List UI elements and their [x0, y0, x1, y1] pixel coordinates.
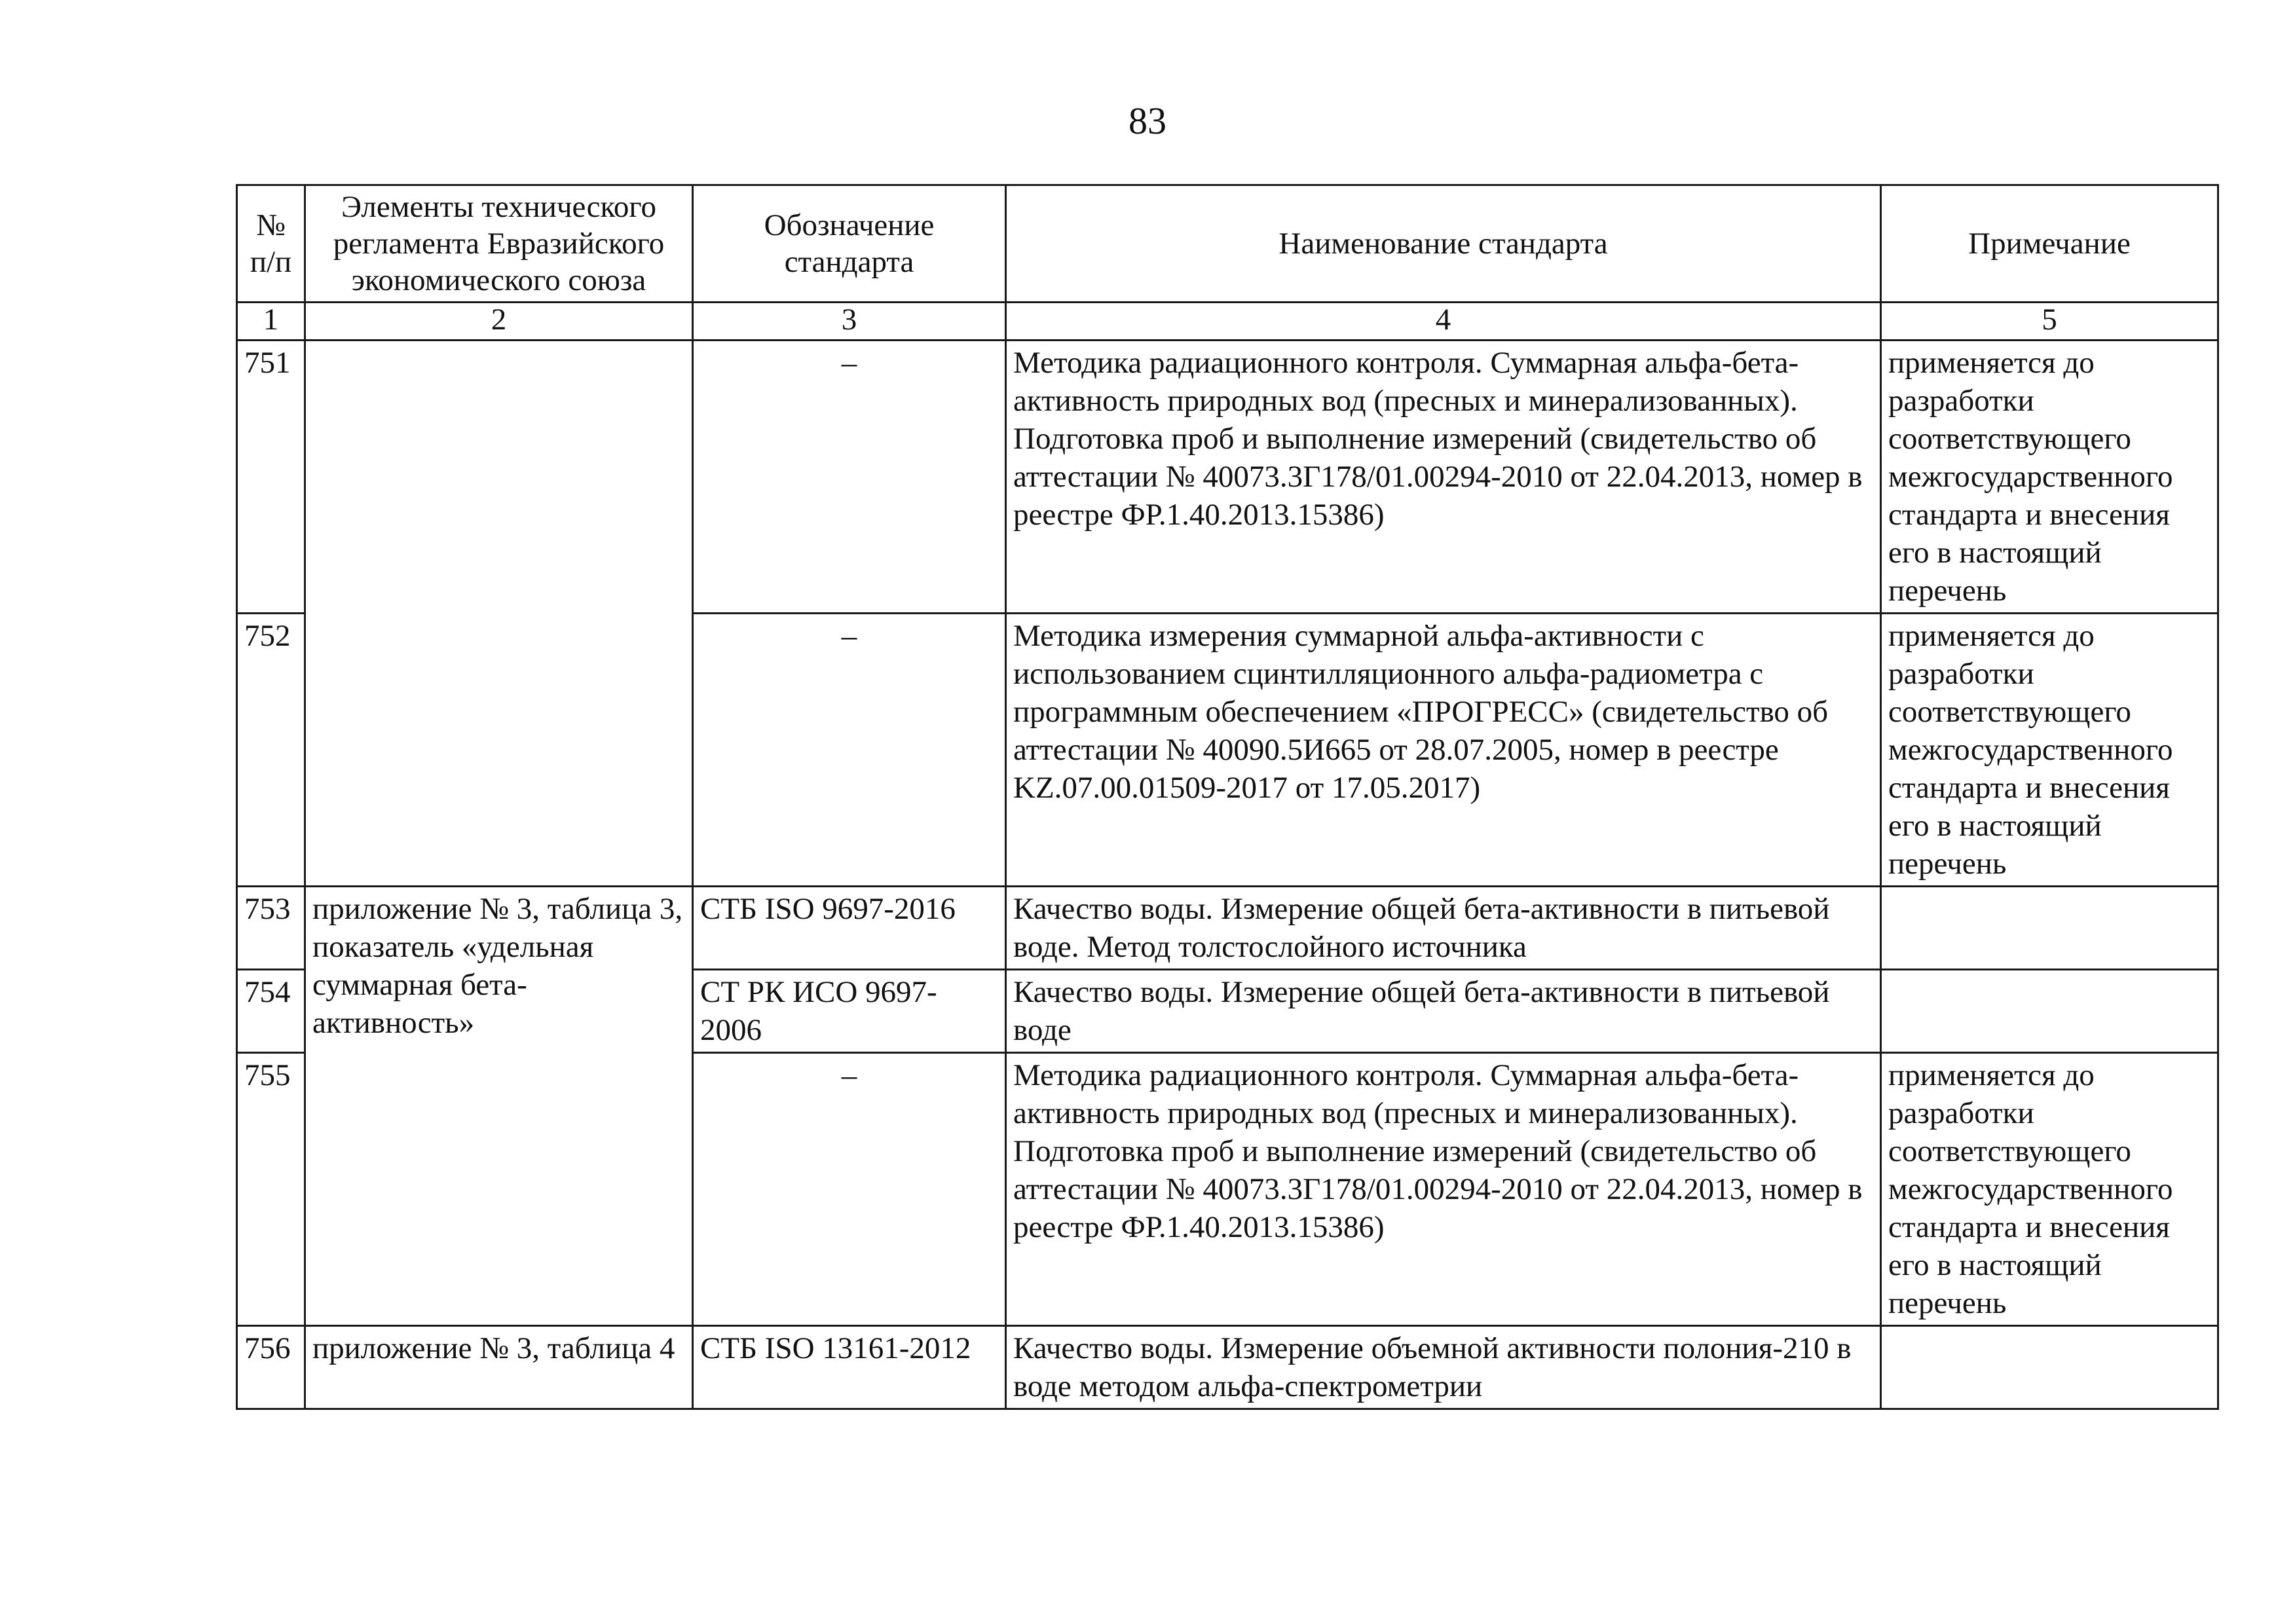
- element-cell: [305, 341, 693, 887]
- header-row: [237, 185, 2218, 303]
- row-number: 754: [237, 970, 305, 1053]
- designation-cell: СТБ ISO 9697-2016: [693, 887, 1006, 970]
- element-cell: приложение № 3, таблица 4: [305, 1326, 693, 1409]
- header-designation: Обозначение стандарта: [693, 185, 1006, 303]
- table-row: [237, 887, 2218, 970]
- standard-name-cell: Качество воды. Измерение общей бета-активности в питьевой воде: [1006, 970, 1881, 1053]
- column-number-row: [237, 303, 2218, 341]
- standard-name-cell: Методика измерения суммарной альфа-активности с использованием сцинтилляционного альфа-радиометра с программным обеспечением «ПРОГРЕСС» (свидетельство об аттестации № 40090.5И665 от 28.07.2005, номер в реестре KZ.07.00.01509-2017 от 17.05.2017): [1006, 614, 1881, 887]
- column-number: 5: [1881, 303, 2218, 341]
- standard-name-cell: Качество воды. Измерение объемной активности полония-210 в воде методом альфа-спектрометрии: [1006, 1326, 1881, 1409]
- header-name: Наименование стандарта: [1006, 185, 1881, 303]
- note-cell: [1881, 1326, 2218, 1409]
- element-cell: приложение № 3, таблица 3, показатель «удельная суммарная бета-активность»: [305, 887, 693, 1326]
- designation-cell: –: [693, 1053, 1006, 1326]
- standards-table: [236, 184, 2219, 1410]
- column-number: 3: [693, 303, 1006, 341]
- row-number: 755: [237, 1053, 305, 1326]
- table-row: [237, 341, 2218, 614]
- note-cell: [1881, 970, 2218, 1053]
- table-row: [237, 1326, 2218, 1409]
- header-note: Примечание: [1881, 185, 2218, 303]
- header-elements: Элементы технического регламента Евразийского экономического союза: [305, 185, 693, 303]
- standard-name-cell: Методика радиационного контроля. Суммарная альфа-бета-активность природных вод (пресных и минерализованных). Подготовка проб и выполнение измерений (свидетельство об аттестации № 40073.3Г178/01.00294-2010 от 22.04.2013, номер в реестре ФР.1.40.2013.15386): [1006, 341, 1881, 614]
- column-number: 2: [305, 303, 693, 341]
- column-number: 4: [1006, 303, 1881, 341]
- standard-name-cell: Качество воды. Измерение общей бета-активности в питьевой воде. Метод толстослойного источника: [1006, 887, 1881, 970]
- note-cell: применяется до разработки соответствующего межгосударственного стандарта и внесения его в настоящий перечень: [1881, 614, 2218, 887]
- header-num: № п/п: [237, 185, 305, 303]
- page-number: 83: [1129, 100, 1166, 142]
- designation-cell: –: [693, 614, 1006, 887]
- designation-cell: СТБ ISO 13161-2012: [693, 1326, 1006, 1409]
- note-cell: [1881, 887, 2218, 970]
- standard-name-cell: Методика радиационного контроля. Суммарная альфа-бета-активность природных вод (пресных и минерализованных). Подготовка проб и выполнение измерений (свидетельство об аттестации № 40073.3Г178/01.00294-2010 от 22.04.2013, номер в реестре ФР.1.40.2013.15386): [1006, 1053, 1881, 1326]
- row-number: 752: [237, 614, 305, 887]
- note-cell: применяется до разработки соответствующего межгосударственного стандарта и внесения его в настоящий перечень: [1881, 1053, 2218, 1326]
- designation-cell: –: [693, 341, 1006, 614]
- designation-cell: СТ РК ИСО 9697-2006: [693, 970, 1006, 1053]
- row-number: 756: [237, 1326, 305, 1409]
- row-number: 751: [237, 341, 305, 614]
- column-number: 1: [237, 303, 305, 341]
- note-cell: применяется до разработки соответствующего межгосударственного стандарта и внесения его в настоящий перечень: [1881, 341, 2218, 614]
- row-number: 753: [237, 887, 305, 970]
